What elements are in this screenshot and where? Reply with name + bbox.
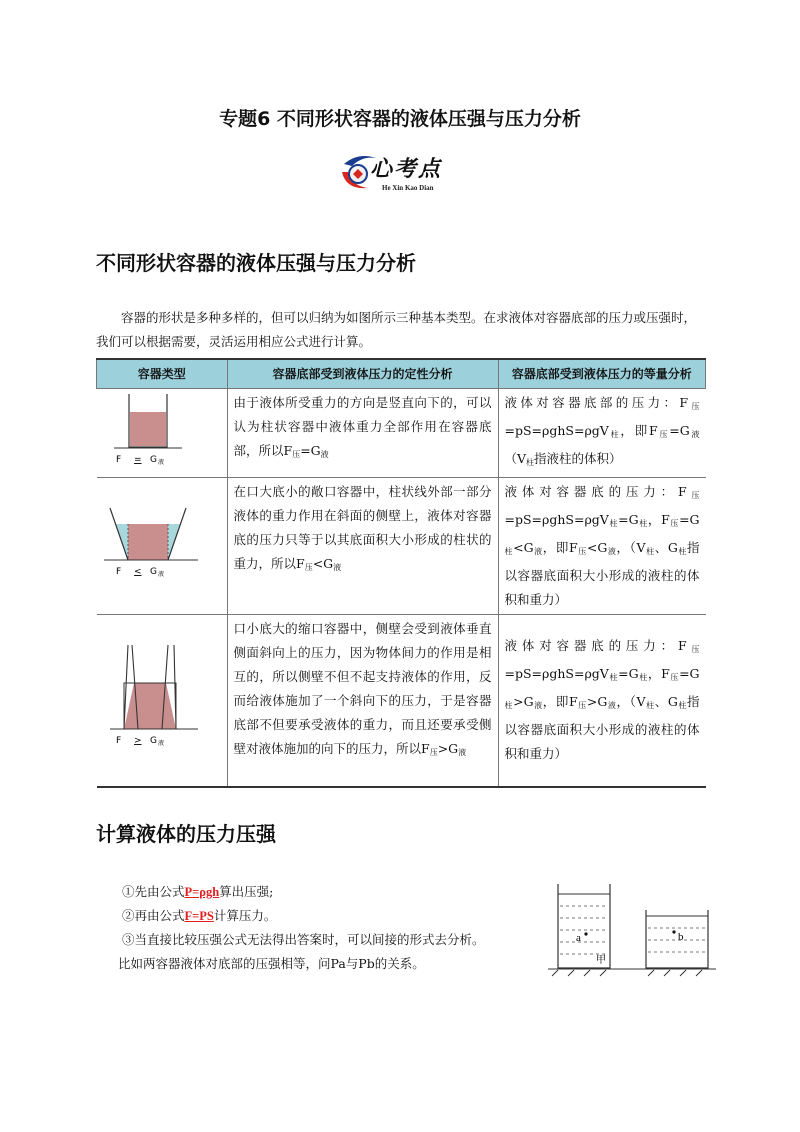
label-jia: 甲 (596, 955, 606, 966)
intro-paragraph: 容器的形状是多种多样的，但可以归纳为如图所示三种基本类型。在求液体对容器底部的压力或压强时，我们可以根据需要，灵活运用相应公式进行计算。 (96, 310, 697, 349)
row2-result: 液体对容器底的压力：$F_压=pS=\rho ghS=\rho gV_柱=G_柱$，$F_压=G_柱<G_液$，即$F_压<G_液$，（$V_柱$、$G_柱$指以容器底面积大小形成的液柱的体积和重力） (498, 478, 706, 615)
fig1-f-label: F (115, 455, 121, 465)
logo-main-text: 心考点 (370, 156, 443, 182)
formula-pressure: P=ρgh (184, 885, 220, 899)
narrow-mouth-container-diagram (102, 641, 222, 751)
fig1-sub-label: 液 (157, 459, 164, 466)
row3-desc: 口小底大的缩口容器中，侧壁会受到液体垂直侧面斜向上的压力，因为物体间力的作用是相互的，所以侧壁不但不起支持液体的作用，反而给液体施加了一个斜向下的压力，于是容器底部不但要承受液体的重力，而且还要承受侧壁对液体施加的向下的压力，所以$F_压>G_液$ (227, 615, 498, 787)
two-containers-diagram (548, 880, 718, 980)
steps-list (118, 880, 485, 976)
fig2-sub-label: 液 (157, 571, 164, 578)
row3-result: 液体对容器底的压力：$F_压=pS=\rho ghS=\rho gV_柱=G_柱$，$F_压=G_柱>G_液$，即$F_压>G_液$，（$V_柱$、$G_柱$指以容器底面积大小形成的液柱的体积和重力） (498, 615, 706, 787)
step-4: 比如两容器液体对底部的压强相等，问Pa与Pb的关系。 (118, 956, 425, 971)
container-table (96, 358, 706, 788)
comparison-figure (548, 880, 718, 984)
step-1: ①先由公式P=ρgh算出压强; (122, 884, 274, 899)
logo-sub-text: He Xin Kao Dian (382, 184, 434, 192)
fig3-f-label: F (115, 736, 121, 747)
step-3: ③当直接比较压强公式无法得出答案时，可以间接的形式去分析。 (122, 932, 485, 947)
table-header-quantitative: 容器底部受到液体压力的等量分析 (498, 359, 706, 389)
fig2-g-label: G (149, 567, 157, 577)
row1-desc: 由于液体所受重力的方向是竖直向下的，可以认为柱状容器中液体重力全部作用在容器底部，所以$F_压=G_液$ (227, 389, 498, 478)
wide-mouth-container-diagram (102, 502, 222, 582)
fig3-g-label: G (149, 736, 157, 747)
figure-narrow-mouth (97, 615, 228, 787)
fig2-f-label: F (115, 567, 121, 577)
page-title: 专题6 不同形状容器的液体压强与压力分析 (219, 108, 581, 130)
section1-heading: 不同形状容器的液体压强与压力分析 (96, 251, 416, 275)
label-a: a (576, 932, 581, 944)
figure-cylinder (97, 389, 228, 478)
fig1-op-label: = (133, 455, 142, 465)
table-header-qualitative: 容器底部受到液体压力的定性分析 (227, 359, 498, 389)
table-header-type: 容器类型 (97, 359, 228, 389)
row1-result: 液体对容器底部的压力：$F_压=pS=\rho ghS=\rho gV_柱$，即$F_压=G_液(V_柱$指液柱的体积） (498, 389, 706, 478)
section2-heading: 计算液体的压力压强 (96, 822, 276, 846)
fig3-op-label: > (133, 736, 142, 747)
cylinder-container-diagram (102, 390, 222, 468)
row2-desc: 在口大底小的敞口容器中，柱状线外部一部分液体的重力作用在斜面的侧壁上，液体对容器底的压力只等于以其底面积大小形成的柱状的重力，所以$F_压<G_液$ (227, 478, 498, 615)
logo (338, 150, 460, 200)
fig2-op-label: < (133, 567, 142, 577)
step-2: ②再由公式F=PS计算压力。 (122, 908, 277, 923)
fig3-sub-label: 液 (157, 740, 164, 748)
fig1-g-label: G (149, 455, 157, 465)
figure-wide-mouth (97, 478, 228, 615)
label-b: b (678, 931, 684, 943)
formula-force: F=PS (184, 909, 214, 923)
